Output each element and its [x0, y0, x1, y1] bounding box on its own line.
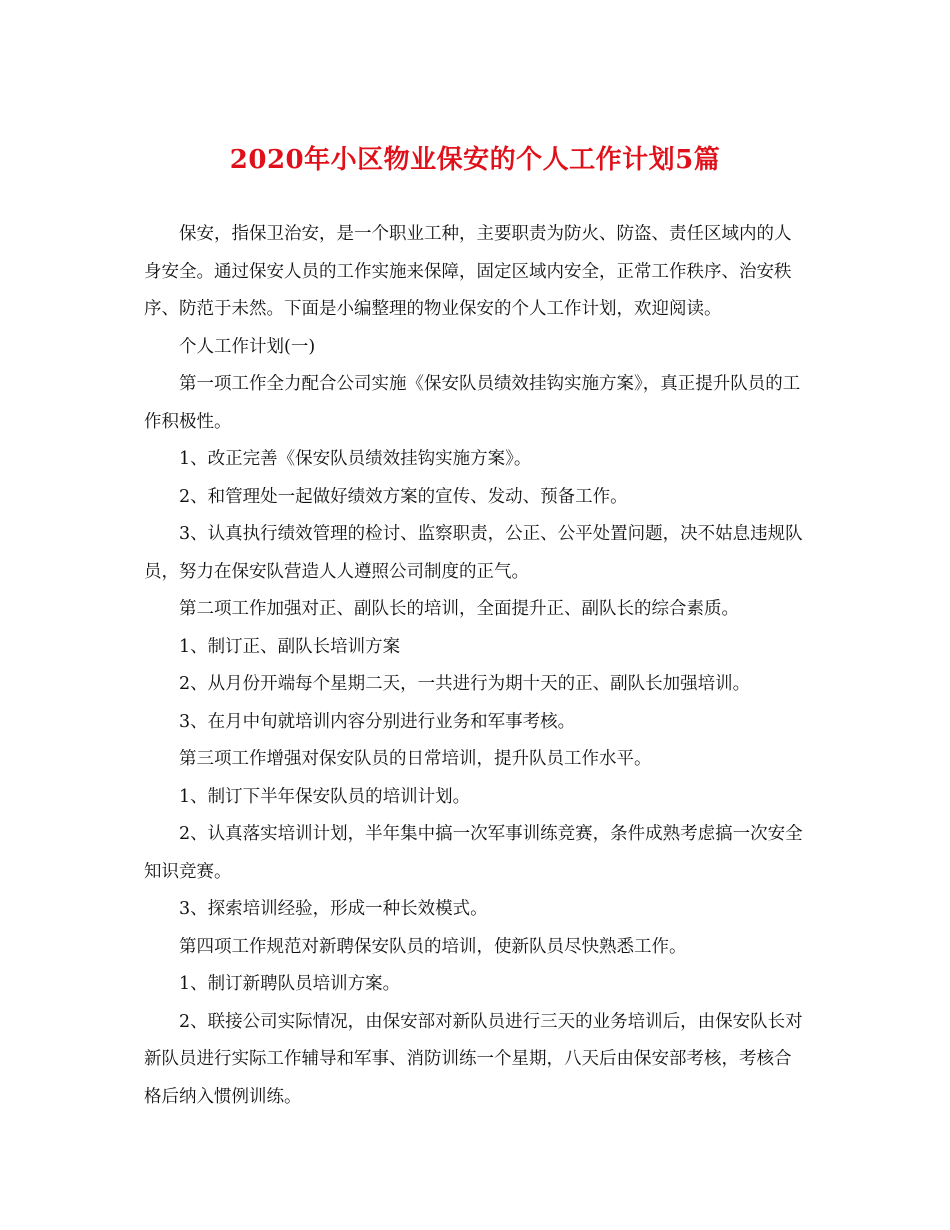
list-item: 3、在月中旬就培训内容分别进行业务和军事考核。 — [179, 711, 576, 732]
list-item: 3、探索培训经验，形成一种长效模式。 — [179, 899, 488, 919]
paragraph-task-4: 第四项工作规范对新聘保安队员的培训，使新队员尽快熟悉工作。 — [179, 936, 687, 957]
list-item: 2、认真落实培训计划，半年集中搞一次军事训练竞赛，条件成熟考虑搞一次安全知识竞赛。 — [144, 824, 803, 882]
list-item: 2、联接公司实际情况，由保安部对新队员进行三天的业务培训后，由保安队长对新队员进行实际工作辅导和军事、消防训练一个星期，八天后由保安部考核，考核合格后纳入惯例训练。 — [144, 1011, 803, 1107]
paragraph-task-1: 第一项工作全力配合公司实施《保安队员绩效挂钩实施方案》，真正提升队员的工作积极性。 — [144, 374, 801, 432]
paragraph-intro: 保安，指保卫治安，是一个职业工种，主要职责为防火、防盗、责任区域内的人身安全。通过保安人员的工作实施来保障，固定区域内安全，正常工作秩序、治安秩序、防范于未然。下面是小编整理的物业保安的个人工作计划，欢迎阅读。 — [144, 224, 792, 319]
document-body — [144, 216, 808, 1116]
document-title: 2020年小区物业保安的个人工作计划5篇 — [229, 145, 721, 175]
section-heading-plan-1: 个人工作计划(一) — [179, 336, 316, 357]
list-item: 2、和管理处一起做好绩效方案的宣传、发动、预备工作。 — [179, 486, 628, 507]
list-item: 1、制订下半年保安队员的培训计划。 — [179, 786, 471, 807]
list-item: 3、认真执行绩效管理的检讨、监察职责，公正、公平处置问题，决不姑息违规队员，努力在保安队营造人人遵照公司制度的正气。 — [144, 524, 803, 582]
paragraph-task-3: 第三项工作增强对保安队员的日常培训，提升队员工作水平。 — [179, 749, 652, 769]
list-item: 1、制订正、副队长培训方案 — [179, 636, 401, 657]
list-item: 2、从月份开端每个星期二天，一共进行为期十天的正、副队长加强培训。 — [179, 674, 751, 694]
list-item: 1、制订新聘队员培训方案。 — [179, 974, 401, 994]
list-item: 1、改正完善《保安队员绩效挂钩实施方案》。 — [179, 449, 532, 469]
paragraph-task-2: 第二项工作加强对正、副队长的培训，全面提升正、副队长的综合素质。 — [179, 599, 739, 619]
